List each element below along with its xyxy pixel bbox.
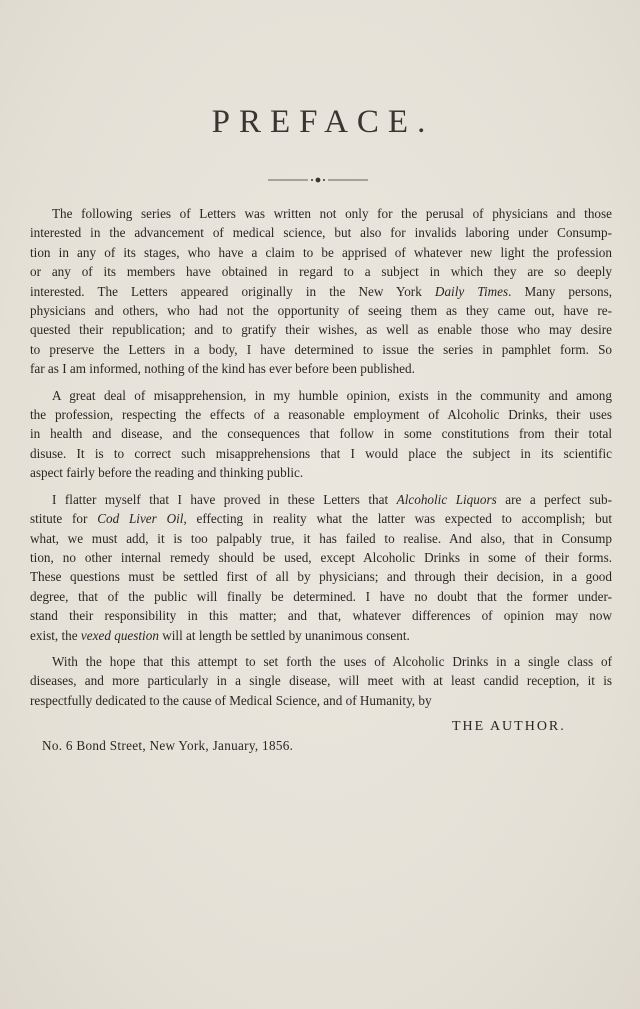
preface-body bbox=[30, 204, 612, 717]
text-line: aspect fairly before the reading and thinking public. bbox=[30, 465, 304, 481]
paragraph bbox=[30, 490, 612, 645]
paragraph bbox=[30, 204, 612, 379]
text-line: interested. The Letters appeared originally in the New York Daily Times. Many persons, bbox=[30, 283, 613, 299]
paragraph bbox=[30, 386, 612, 483]
text-line: With the hope that this attempt to set forth the uses of Alcoholic Drinks in a single class of bbox=[52, 653, 612, 669]
text-line: tion, no other internal remedy should be used, except Alcoholic Drinks in some of their forms. bbox=[30, 549, 612, 565]
text-line: stand their responsibility in this matter; and that, whatever differences of opinion may now bbox=[30, 608, 612, 624]
text-line: to preserve the Letters in a body, I have determined to issue the series in pamphlet form. So bbox=[30, 341, 612, 357]
text-line: quested their republication; and to gratify their wishes, as well as enable those who may desire bbox=[30, 322, 612, 338]
text-line: in health and disease, and the consequences that follow in some constitutions from their total bbox=[30, 426, 612, 442]
text-line: respectfully dedicated to the cause of Medical Science, and of Humanity, by bbox=[30, 692, 432, 708]
text-line: or any of its members have obtained in regard to a subject in which they are so deeply bbox=[30, 264, 612, 280]
signature: THE AUTHOR. bbox=[452, 719, 566, 734]
text-line: disuse. It is to correct such misapprehensions that I would place the subject in its scientific bbox=[30, 445, 612, 461]
text-line: stitute for Cod Liver Oil, effecting in reality what the latter was expected to accomplish; but bbox=[30, 511, 612, 527]
text-line: The following series of Letters was written not only for the perusal of physicians and those bbox=[52, 206, 612, 221]
paragraph bbox=[30, 652, 612, 710]
text-line: what, we must add, it is too palpably true, it has failed to realise. And also, that in Consump bbox=[30, 530, 612, 546]
text-line: exist, the vexed question will at length be settled by unanimous consent. bbox=[30, 627, 410, 643]
text-line: far as I am informed, nothing of the kind has ever before been published. bbox=[30, 361, 415, 377]
text-line: A great deal of misapprehension, in my humble opinion, exists in the community and among bbox=[52, 387, 612, 403]
text-line: physicians and others, who had not the opportunity of seeing them as they came out, have re- bbox=[30, 303, 612, 319]
text-line: the profession, respecting the effects of a reasonable employment of Alcoholic Drinks, their uses bbox=[30, 407, 612, 423]
text-line: interested in the advancement of medical science, but also for invalids laboring under Consump- bbox=[30, 225, 612, 241]
page-title: PREFACE. bbox=[211, 104, 435, 140]
text-line: degree, that of the public will finally be determined. I have no doubt that the former under- bbox=[30, 588, 612, 604]
text-line: I flatter myself that I have proved in these Letters that Alcoholic Liquors are a perfect sub- bbox=[52, 491, 612, 507]
text-line: diseases, and more particularly in a single disease, will meet with at least candid reception, it is bbox=[30, 673, 612, 689]
text-line: tion in any of its stages, who have a claim to be apprised of whatever new light the profession bbox=[30, 244, 612, 260]
text-line: These questions must be settled first of all by physicians; and through their decision, in a good bbox=[30, 569, 612, 585]
ornament-divider bbox=[268, 176, 368, 184]
address-line: No. 6 Bond Street, New York, January, 1856. bbox=[42, 738, 294, 753]
